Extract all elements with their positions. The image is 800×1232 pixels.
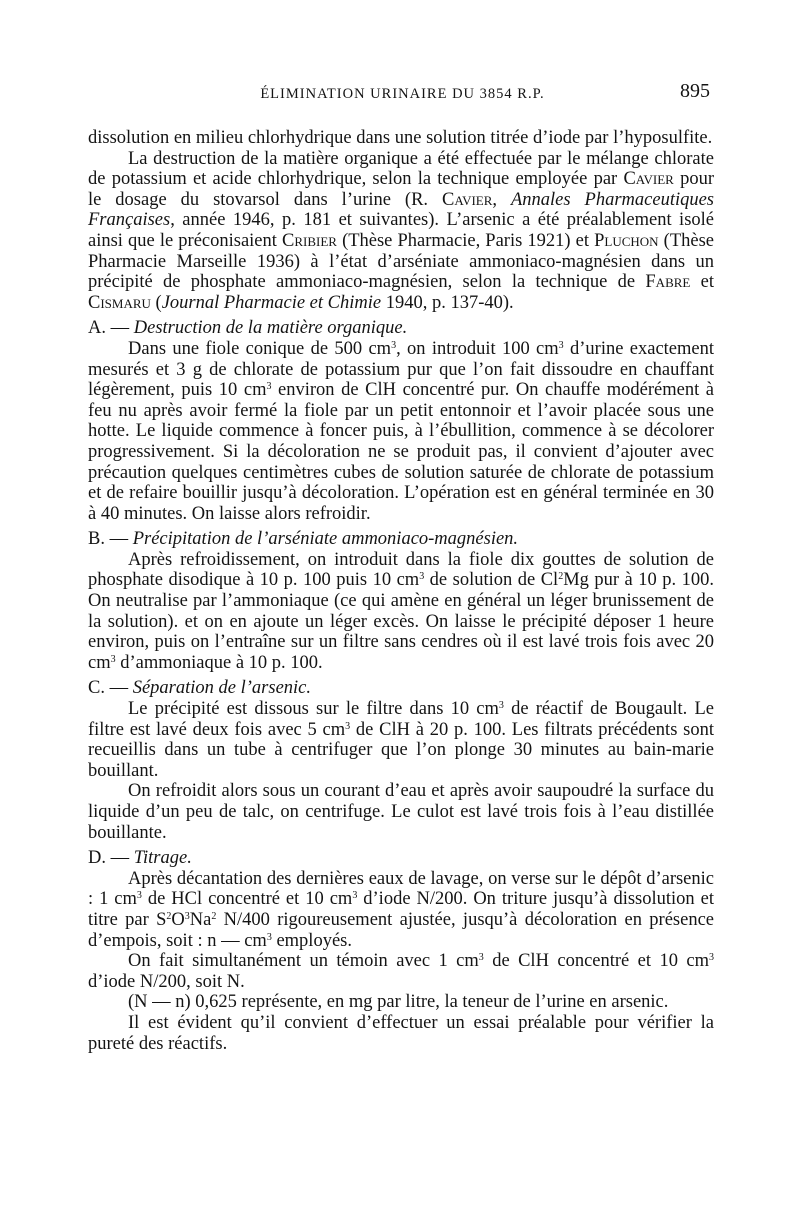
paragraph-d1: Après décantation des dernières eaux de lavage, on verse sur le dépôt d’arsenic : 1 $cm^3$ de HCl concentré et 10 $cm^3$ d’iode N/200. On triture jusqu’à dissolution et titre par $S^2O^3Na^2$ N/400 rigoureusement ajustée, jusqu’à décoloration en présence d’empois, soit : n — $cm^3$ employés. <box>88 868 715 951</box>
running-header: ÉLIMINATION URINAIRE DU 3854 R.P. <box>260 86 545 102</box>
body-text <box>88 128 714 1054</box>
paragraph-b: Après refroidissement, on introduit dans la fiole dix gouttes de solution de phosphate disodique à 10 p. 100 puis 10 $cm^3$ de solution de Cl$^2$Mg pur à 10 p. 100. On neutralise par l’ammoniaque (ce qui amène en général un léger brunissement de la solution). et on en ajoute un léger excès. On laisse le précipité déposer 1 heure environ, puis on l’entraîne sur un filtre sans cendres où il est lavé trois fois avec 20 $cm^3$ d’ammoniaque à 10 p. 100. <box>88 549 714 673</box>
paragraph-method: La destruction de la matière organique a été effectuée par le mélange chlorate de potassium et acide chlorhydrique, selon la technique employée par Cavier pour le dosage du stovarsol dans l’urine (R. Cavier, Annales Pharmaceutiques Françaises, année 1946, p. 181 et suivantes). L’arsenic a été préalablement isolé ainsi que le préconisaient Cribier (Thèse Pharmacie, Paris 1921) et Pluchon (Thèse Pharmacie Marseille 1936) à l’état d’arséniate ammoniaco-magnésien dans un précipité de phosphate ammoniaco-magnésien, selon la technique de Fabre et Cismaru (Journal Pharmacie et Chimie 1940, p. 137-40). <box>88 148 715 313</box>
author-name: Fabre <box>645 272 691 293</box>
paragraph-c2: On refroidit alors sous un courant d’eau et après avoir saupoudré la surface du liquide d’un peu de talc, on centrifuge. Le culot est lavé trois fois à l’eau distillée bouillante. <box>88 781 714 843</box>
paragraph-c1: Le précipité est dissous sur le filtre dans 10 $cm^3$ de réactif de Bougault. Le filtre est lavé deux fois avec 5 $cm^3$ de ClH à 20 p. 100. Les filtrats précédents sont recueillis dans un tube à centrifuger que l’on plonge 30 minutes au bain-marie bouillant. <box>88 699 715 781</box>
author-name: Cismaru <box>88 292 151 313</box>
paragraph-d2: On fait simultanément un témoin avec 1 $cm^3$ de ClH concentré et 10 $cm^3$ d’iode N/200, soit N. <box>88 951 714 992</box>
paragraph-continuation: dissolution en milieu chlorhydrique dans une solution titrée d’iode par l’hyposulfite. <box>88 128 713 148</box>
journal-title: Annales Pharmaceutiques Françaises <box>88 189 715 231</box>
author-name: Cavier <box>623 169 674 190</box>
section-heading-c: C. — Séparation de l’arsenic. <box>88 678 312 699</box>
section-heading-b: B. — Précipitation de l’arséniate ammoniaco-magnésien. <box>88 529 519 550</box>
paragraph-d4: Il est évident qu’il convient d’effectuer un essai préalable pour vérifier la pureté des réactifs. <box>88 1012 714 1054</box>
journal-title: Journal Pharmacie et Chimie <box>161 292 382 313</box>
author-name: Cribier <box>282 230 337 251</box>
author-name: Pluchon <box>594 230 659 251</box>
paragraph-d3: (N — n) 0,625 représente, en mg par litre, la teneur de l’urine en arsenic. <box>128 992 669 1013</box>
page-number: 895 <box>680 80 710 102</box>
section-heading-a: A. — Destruction de la matière organique. <box>88 318 408 339</box>
section-heading-d: D. — Titrage. <box>88 848 192 869</box>
paragraph-a: Dans une fiole conique de 500 $cm^3$, on introduit 100 $cm^3$ d’urine exactement mesurés et 3 g de chlorate de potassium pur que l’on fait dissoudre en chauffant légèrement, puis 10 $cm^3$ environ de ClH concentré pur. On chauffe modérément à feu nu après avoir fermé la fiole par un petit entonnoir et l’avoir placée sous une hotte. Le liquide commence à foncer puis, à l’ébullition, commence à se décolorer progressivement. Si la décoloration ne se produit pas, il convient d’ajouter avec précaution quelques centimètres cubes de solution saturée de chlorate de potassium et de refaire bouillir jusqu’à décoloration. L’opération est en général terminée en 30 à 40 minutes. On laisse alors refroidir. <box>88 338 714 524</box>
author-name: Cavier <box>442 189 493 210</box>
